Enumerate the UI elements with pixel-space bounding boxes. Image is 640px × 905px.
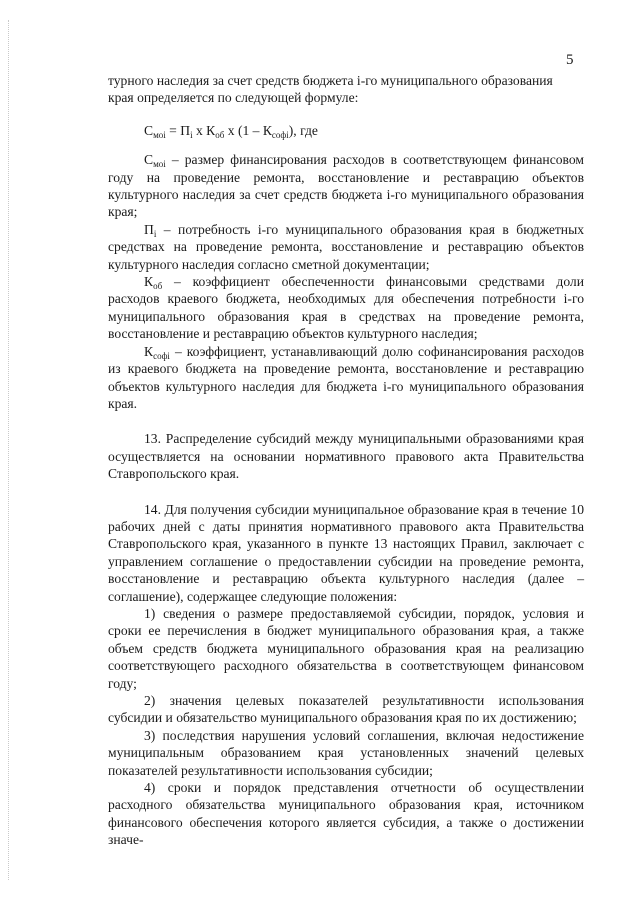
def-c-symbol: С bbox=[144, 152, 154, 168]
intro-line-1: турного наследия за счет средств бюджета i-го муниципального образования bbox=[108, 73, 553, 88]
def-c-text: – размер финансирования расходов в соответствующем финансовом году на проведение ремонта, восстановление и реставрацию объектов культурного наследия за счет средств бюджета i-го муниципального образования края; bbox=[108, 152, 584, 220]
formula-k-sub: об bbox=[215, 129, 225, 140]
formula-k2-sub: софi bbox=[271, 129, 289, 140]
document-body bbox=[108, 72, 584, 849]
formula bbox=[108, 122, 584, 139]
def-c-sub: моi bbox=[153, 159, 166, 170]
def-p-text: – потребность i-го муниципального образования края в бюджетных средствах на проведение ремонта, восстановление и реставрацию объектов культурного наследия согласно сметной документации; bbox=[108, 221, 584, 272]
formula-p-sub: i bbox=[190, 129, 193, 140]
def-kob-sub: об bbox=[153, 281, 163, 292]
item-14-sub-3: 3) последствия нарушения условий соглашения, включая недостижение муниципальным образованием края установленных значений целевых показателей результативности использования субсидии; bbox=[108, 727, 584, 778]
definition-c bbox=[108, 151, 584, 221]
item-14-sub-1: 1) сведения о размере предоставляемой субсидии, порядок, условия и сроки ее перечисления в бюджет муниципального образования края, а также объем средств бюджета муниципального образования края на реализацию соответствующего расходного обязательства в соответствующем финансовом году; bbox=[108, 605, 584, 691]
item-14-sub-2: 2) значения целевых показателей результативности использования субсидии и обязательство муниципального образования края по их достижению; bbox=[108, 693, 584, 726]
definition-ksof bbox=[108, 343, 584, 413]
formula-p: = П bbox=[165, 122, 191, 138]
formula-tail: ), где bbox=[288, 122, 318, 138]
page-number: 5 bbox=[566, 52, 574, 68]
spacer bbox=[108, 412, 584, 430]
formula-c: С bbox=[144, 122, 154, 138]
formula-c-sub: моi bbox=[153, 129, 166, 140]
item-13: 13. Распределение субсидий между муниципальными образованиями края осуществляется на основании нормативного правового акта Правительства Ставропольского края. bbox=[108, 431, 584, 482]
def-p-sub: i bbox=[153, 228, 157, 239]
def-ksof-text: – коэффициент, устанавливающий долю софинансирования расходов из краевого бюджета на проведение ремонта, восстановление и реставрацию объектов культурного наследия для бюджета i-го муниципального образования края. bbox=[108, 343, 584, 411]
def-ksof-sub: софi bbox=[153, 350, 170, 361]
definition-kob bbox=[108, 273, 584, 343]
scan-edge-marks bbox=[8, 20, 11, 880]
spacer bbox=[108, 483, 584, 501]
def-kob-text: – коэффициент обеспеченности финансовыми средствами доли расходов краевого бюджета, необходимых для обеспечения потребности i-го муниципального образования края в средствах на проведение ремонта, восстановление и реставрацию объектов культурного наследия; bbox=[108, 274, 584, 342]
intro-line-2: края определяется по следующей формуле: bbox=[108, 90, 359, 106]
definition-p bbox=[108, 221, 584, 273]
item-14-sub-4: 4) сроки и порядок представления отчетности об осуществлении расходного обязательства муниципального образования края, источником финансового обеспечения которого является субсидия, а также о достижении значе- bbox=[108, 780, 584, 848]
item-14: 14. Для получения субсидии муниципальное образование края в течение 10 рабочих дней с даты принятия нормативного правового акта Правительства Ставропольского края, указанного в пункте 13 настоящих Правил, заключает с управлением соглашение о предоставлении субсидии на проведение ремонта, восстановление и реставрацию объекта культурного наследия (далее – соглашение), содержащее следующие положения: bbox=[108, 501, 584, 604]
def-ksof-symbol: К bbox=[144, 343, 154, 359]
def-p-symbol: П bbox=[144, 221, 154, 237]
formula-mid: x (1 – К bbox=[224, 122, 272, 138]
formula-k: x К bbox=[192, 122, 216, 138]
def-kob-symbol: К bbox=[144, 274, 154, 290]
